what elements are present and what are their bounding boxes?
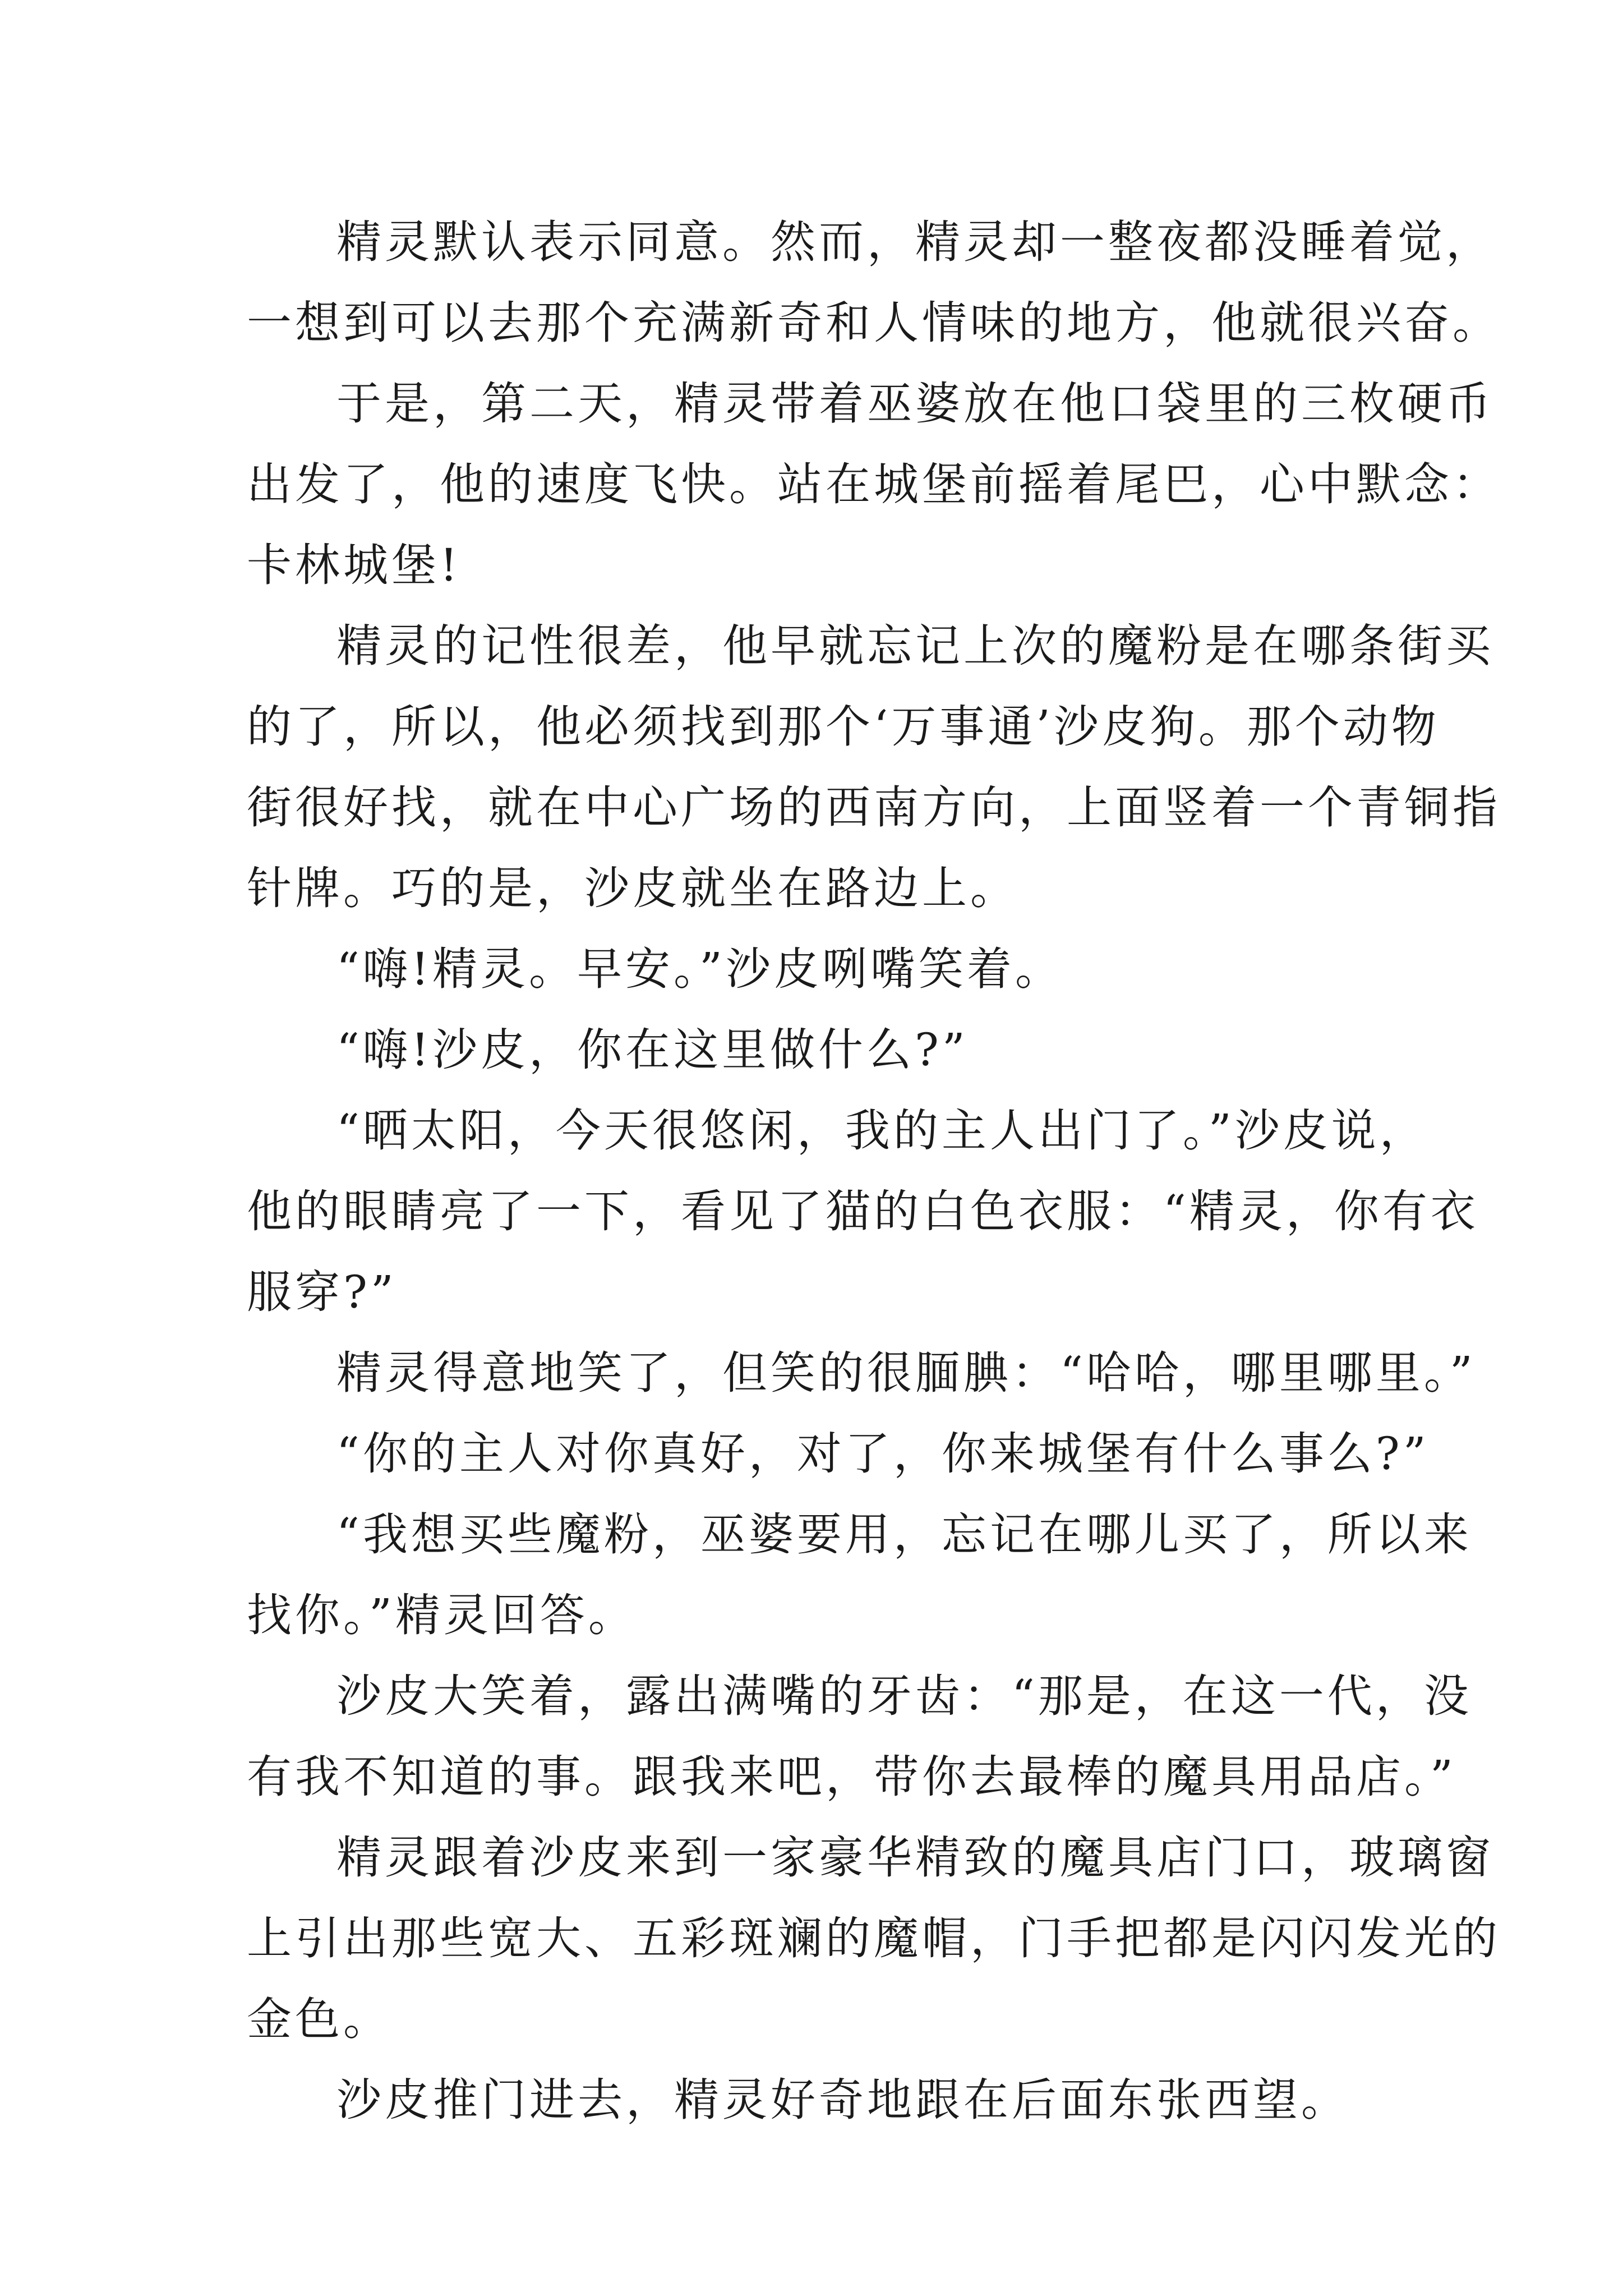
text-line: 街很好找，就在中心广场的西南方向，上面竖着一个青铜指 xyxy=(247,781,1501,834)
document-body xyxy=(247,202,1501,2141)
text-line: 服穿?” xyxy=(247,1266,397,1318)
text-line: “你的主人对你真好，对了，你来城堡有什么事么?” xyxy=(336,1428,1430,1480)
text-line: 精灵的记性很差，他早就忘记上次的魔粉是在哪条街买 xyxy=(336,620,1494,672)
text-line: 有我不知道的事。跟我来吧，带你去最棒的魔具用品店。” xyxy=(247,1751,1456,1803)
text-line: 卡林城堡! xyxy=(247,539,462,591)
text-line: “嗨!精灵。早安。”沙皮咧嘴笑着。 xyxy=(336,943,1063,995)
text-line: 于是，第二天，精灵带着巫婆放在他口袋里的三枚硬币 xyxy=(336,378,1494,430)
text-line: 一想到可以去那个充满新奇和人情味的地方，他就很兴奋。 xyxy=(247,297,1501,349)
text-line: 上引出那些宽大、五彩斑斓的魔帽，门手把都是闪闪发光的 xyxy=(247,1912,1501,1964)
text-line: 精灵跟着沙皮来到一家豪华精致的魔具店门口，玻璃窗 xyxy=(336,1832,1494,1884)
text-line: 精灵得意地笑了，但笑的很腼腆：“哈哈，哪里哪里。” xyxy=(336,1347,1476,1399)
text-line: 的了，所以，他必须找到那个‘万事通’沙皮狗。那个动物 xyxy=(247,701,1440,753)
text-line: 精灵默认表示同意。然而，精灵却一整夜都没睡着觉， xyxy=(336,216,1494,268)
text-line: 沙皮大笑着，露出满嘴的牙齿：“那是，在这一代，没 xyxy=(336,1670,1472,1722)
text-line: 他的眼睛亮了一下，看见了猫的白色衣服：“精灵，你有衣 xyxy=(247,1185,1479,1237)
text-line: “嗨!沙皮，你在这里做什么?” xyxy=(336,1024,969,1076)
text-line: 金色。 xyxy=(247,1993,391,2045)
text-line: “我想买些魔粉，巫婆要用，忘记在哪儿买了，所以来 xyxy=(336,1508,1472,1561)
text-line: 针牌。巧的是，沙皮就坐在路边上。 xyxy=(247,862,1018,914)
text-line: 出发了，他的速度飞快。站在城堡前摇着尾巴，心中默念： xyxy=(247,458,1501,510)
text-line: 沙皮推门进去，精灵好奇地跟在后面东张西望。 xyxy=(336,2074,1349,2126)
text-line: 找你。”精灵回答。 xyxy=(247,1589,637,1641)
text-line: “晒太阳，今天很悠闲，我的主人出门了。”沙皮说， xyxy=(336,1105,1428,1157)
